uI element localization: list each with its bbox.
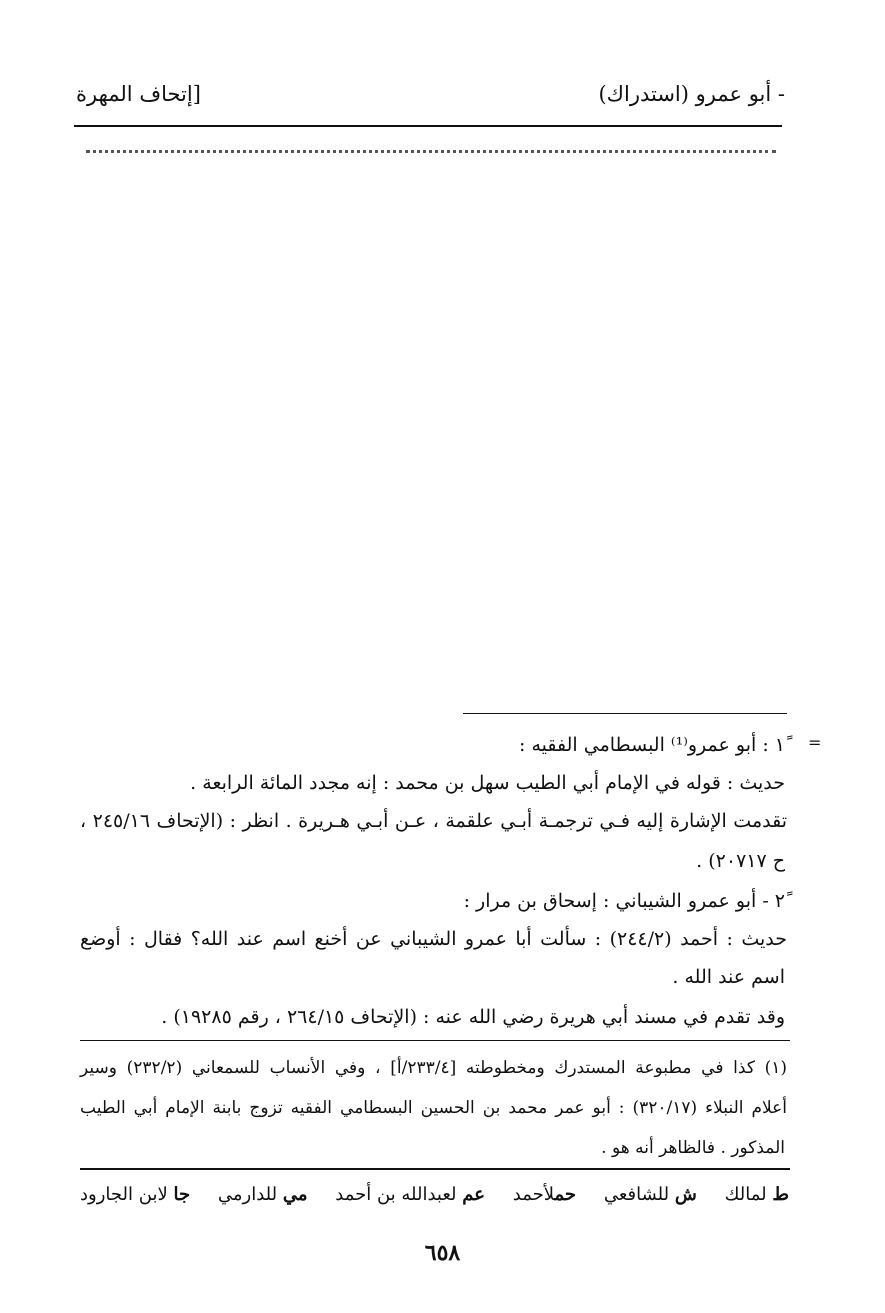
legend-code: مي: [282, 1184, 308, 1205]
entry-2-note: وقد تقدم في مسند أبي هريرة رضي الله عنه : (الإتحاف ٢٦٤/١٥ ، رقم ١٩٢٨٥) .: [161, 1006, 785, 1028]
legend-item: [604, 1180, 697, 1210]
footnote-divider: [80, 1040, 790, 1041]
legend-label: للشافعي: [603, 1184, 670, 1205]
running-title-right: - أبو عمرو (استدراك): [598, 82, 785, 106]
footnote-line-3: المذكور . فالظاهر أنه هو .: [601, 1138, 785, 1158]
footnote-line-2: أعلام النبلاء (٣٢٠/١٧) : أبو عمر محمد بن الحسين البسطامي الفقيه تزوج بابنة الإمام أبي الطيب: [80, 1098, 788, 1118]
abbreviation-legend: [80, 1180, 789, 1210]
legend-item: [335, 1180, 485, 1210]
legend-label: لمالك: [724, 1184, 767, 1205]
legend-item: [725, 1180, 789, 1210]
margin-mark: =: [808, 733, 822, 752]
entry-2-heading: ٢ً - أبو عمرو الشيباني : إسحاق بن مرار :: [463, 890, 785, 912]
legend-code: ط: [772, 1184, 789, 1205]
header-divider: [74, 125, 782, 127]
legend-item: [218, 1180, 308, 1210]
page-number: ٦٥٨: [424, 1240, 461, 1266]
section-divider: [463, 713, 787, 714]
legend-item: [80, 1180, 190, 1210]
entry-1-note-line-1: تقدمت الإشارة إليه فـي ترجمـة أبـي علقمة ، عـن أبـي هـريرة . انظر : (الإتحاف ٢٤٥/١٦ ،: [80, 810, 788, 832]
legend-item: [513, 1180, 576, 1210]
legend-code: ش: [674, 1184, 697, 1205]
legend-label: لابن الجارود: [80, 1184, 168, 1205]
dotted-separator: [86, 150, 776, 156]
entry-2-hadith-line-2: اسم عند الله .: [672, 966, 785, 988]
footnote-line-1: (١) كذا في مطبوعة المستدرك ومخطوطته [٢٣٣/٤/أ] ، وفي الأنساب للسمعاني (٢٣٢/٢) وسير: [80, 1058, 788, 1078]
legend-label: لأحمد: [512, 1184, 555, 1205]
legend-code: حم: [554, 1184, 577, 1205]
entry-2-hadith-line-1: حديث : أحمد (٢٤٤/٢) : سألت أبا عمرو الشيباني عن أخنع اسم عند الله؟ فقال : أوضع: [80, 928, 787, 950]
legend-divider: [80, 1168, 790, 1170]
entry-1-heading: ١ً : أبو عمرو⁽¹⁾ البسطامي الفقيه :: [519, 734, 785, 756]
running-title-left: [إتحاف المهرة: [76, 82, 201, 106]
legend-label: للدارمي: [217, 1184, 278, 1205]
legend-label: لعبدالله بن أحمد: [335, 1184, 457, 1205]
entry-1-note-line-2: ح ٢٠٧١٧) .: [696, 850, 785, 872]
legend-code: عم: [462, 1184, 485, 1205]
entry-1-hadith: حديث : قوله في الإمام أبي الطيب سهل بن محمد : إنه مجدد المائة الرابعة .: [190, 772, 785, 794]
legend-code: جا: [173, 1184, 191, 1205]
